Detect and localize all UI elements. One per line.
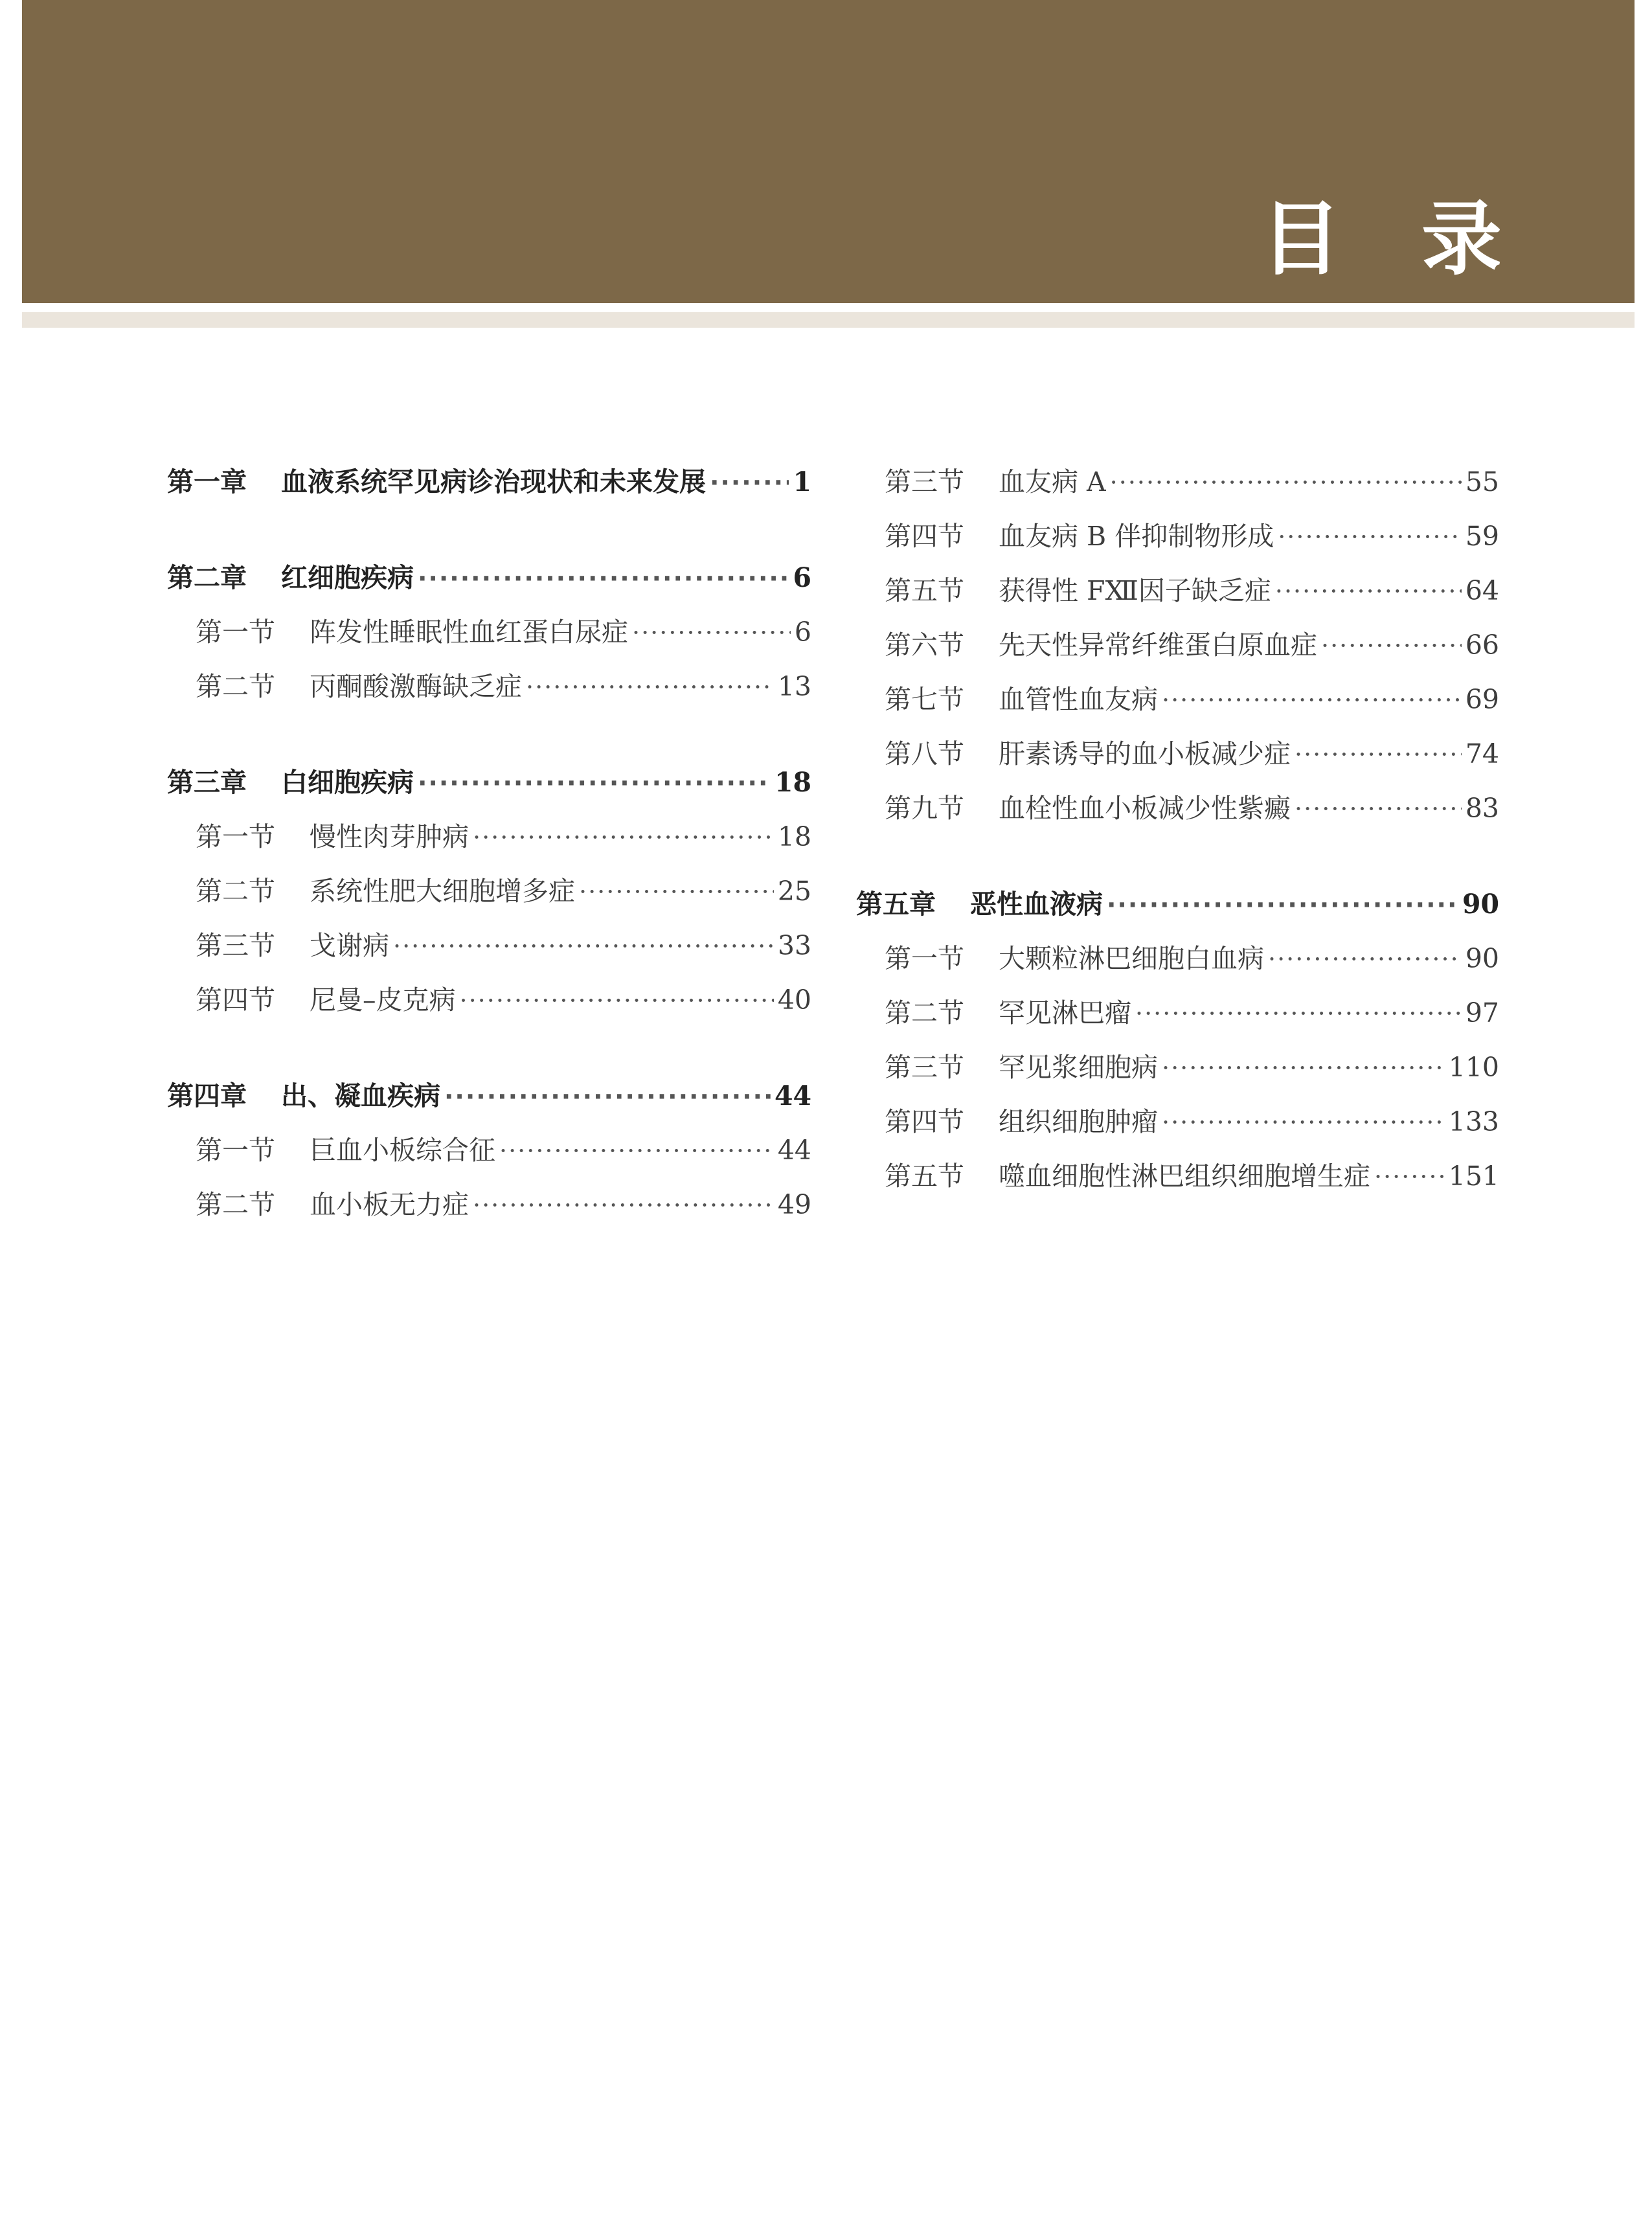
entry-number: 第四节 <box>196 984 275 1016</box>
toc-chapter-entry[interactable] <box>167 755 811 810</box>
entry-number: 第三节 <box>196 930 275 961</box>
dot-leader <box>1278 510 1462 564</box>
entry-title: 罕见浆细胞病 <box>999 1052 1158 1083</box>
entry-page-number: 69 <box>1465 684 1499 715</box>
entry-page-number: 110 <box>1448 1052 1499 1083</box>
entry-title: 组织细胞肿瘤 <box>999 1106 1158 1137</box>
toc-gap <box>167 509 811 551</box>
entry-title: 红细胞疾病 <box>281 562 414 593</box>
entry-title: 罕见淋巴瘤 <box>999 997 1131 1028</box>
entry-number: 第四节 <box>885 521 964 552</box>
entry-page-number: 74 <box>1465 738 1499 769</box>
entry-number: 第九节 <box>885 793 964 824</box>
dot-leader <box>473 1178 774 1232</box>
dot-leader <box>1295 782 1462 836</box>
toc-section-entry[interactable] <box>167 605 811 659</box>
toc-section-entry[interactable] <box>856 1040 1499 1095</box>
entry-number: 第六节 <box>885 630 964 661</box>
entry-page-number: 13 <box>777 671 811 702</box>
entry-title: 阵发性睡眠性血红蛋白尿症 <box>310 617 628 648</box>
entry-number: 第一节 <box>196 1135 275 1166</box>
entry-page-number: 18 <box>777 821 811 852</box>
toc-section-entry[interactable] <box>167 810 811 864</box>
dot-leader <box>1374 1150 1445 1204</box>
dot-leader <box>1162 1095 1445 1150</box>
entry-number: 第三节 <box>885 1052 964 1083</box>
entry-page-number: 1 <box>793 466 811 497</box>
entry-page-number: 6 <box>793 562 811 593</box>
dot-leader <box>1275 564 1462 619</box>
entry-page-number: 59 <box>1465 521 1499 552</box>
toc-chapter-entry[interactable] <box>167 455 811 509</box>
entry-number: 第二节 <box>196 876 275 907</box>
entry-number: 第三节 <box>885 466 964 497</box>
toc-section-entry[interactable] <box>167 659 811 714</box>
entry-page-number: 133 <box>1448 1106 1499 1137</box>
toc-gap <box>167 1027 811 1069</box>
entry-number: 第一节 <box>196 821 275 852</box>
entry-page-number: 55 <box>1465 466 1499 497</box>
entry-title: 肝素诱导的血小板减少症 <box>999 738 1291 769</box>
dot-leader <box>1295 727 1462 782</box>
entry-title: 戈谢病 <box>310 930 389 961</box>
entry-page-number: 66 <box>1465 630 1499 661</box>
toc-section-entry[interactable] <box>856 672 1499 727</box>
toc-chapter-entry[interactable] <box>856 877 1499 931</box>
entry-title: 丙酮酸激酶缺乏症 <box>310 671 522 702</box>
entry-number: 第二章 <box>167 562 247 593</box>
dot-leader <box>1135 986 1462 1041</box>
entry-page-number: 33 <box>777 930 811 961</box>
dot-leader <box>526 660 774 714</box>
entry-number: 第二节 <box>196 1189 275 1220</box>
entry-number: 第二节 <box>196 671 275 702</box>
entry-title: 系统性肥大细胞增多症 <box>310 876 575 907</box>
toc-chapter-entry[interactable] <box>167 1069 811 1123</box>
toc-left-column <box>167 455 811 1232</box>
entry-number: 第七节 <box>885 684 964 715</box>
toc-section-entry[interactable] <box>167 864 811 918</box>
dot-leader <box>444 1069 771 1124</box>
dot-leader <box>1162 673 1462 727</box>
toc-right-column <box>856 455 1499 1203</box>
entry-title: 获得性 FⅫ因子缺乏症 <box>999 575 1271 606</box>
entry-number: 第四节 <box>885 1106 964 1137</box>
entry-title: 尼曼–皮克病 <box>310 984 456 1016</box>
dot-leader <box>418 756 771 810</box>
entry-page-number: 44 <box>777 1135 811 1166</box>
entry-title: 白细胞疾病 <box>281 767 414 798</box>
entry-title: 血栓性血小板减少性紫癜 <box>999 793 1291 824</box>
toc-chapter-entry[interactable] <box>167 551 811 605</box>
toc-section-entry[interactable] <box>167 1123 811 1177</box>
entry-number: 第四章 <box>167 1080 247 1111</box>
toc-section-entry[interactable] <box>856 986 1499 1040</box>
dot-leader <box>1107 878 1458 932</box>
toc-section-entry[interactable] <box>856 455 1499 509</box>
entry-title: 血友病 B 伴抑制物形成 <box>999 521 1274 552</box>
dot-leader <box>393 919 774 973</box>
dot-leader <box>632 606 791 660</box>
entry-number: 第一节 <box>885 943 964 974</box>
entry-page-number: 90 <box>1462 889 1499 920</box>
entry-title: 血小板无力症 <box>310 1189 469 1220</box>
entry-title: 血液系统罕见病诊治现状和未来发展 <box>281 466 706 497</box>
dot-leader <box>1321 619 1462 673</box>
dot-leader <box>1110 455 1462 510</box>
entry-page-number: 40 <box>777 984 811 1016</box>
dot-leader <box>499 1124 774 1178</box>
entry-title: 血管性血友病 <box>999 684 1158 715</box>
entry-number: 第二节 <box>885 997 964 1028</box>
entry-number: 第三章 <box>167 767 247 798</box>
entry-title: 恶性血液病 <box>970 889 1103 920</box>
entry-title: 噬血细胞性淋巴组织细胞增生症 <box>999 1161 1370 1192</box>
entry-page-number: 6 <box>794 617 811 648</box>
toc-section-entry[interactable] <box>856 727 1499 781</box>
entry-number: 第五章 <box>856 889 936 920</box>
entry-title: 大颗粒淋巴细胞白血病 <box>999 943 1264 974</box>
entry-number: 第一节 <box>196 617 275 648</box>
entry-page-number: 90 <box>1465 943 1499 974</box>
entry-page-number: 49 <box>777 1189 811 1220</box>
page-title: 目 录 <box>1260 192 1502 286</box>
dot-leader <box>1162 1041 1445 1095</box>
header-stripe <box>22 312 1635 328</box>
dot-leader <box>460 973 774 1028</box>
toc-section-entry[interactable] <box>856 509 1499 563</box>
toc-section-entry[interactable] <box>167 973 811 1027</box>
toc-section-entry[interactable] <box>856 1095 1499 1149</box>
dot-leader <box>579 865 774 919</box>
dot-leader <box>1268 932 1462 986</box>
toc-gap <box>167 714 811 755</box>
dot-leader <box>710 455 789 510</box>
entry-title: 巨血小板综合征 <box>310 1135 495 1166</box>
entry-number: 第五节 <box>885 1161 964 1192</box>
entry-title: 血友病 A <box>999 466 1106 497</box>
toc-section-entry[interactable] <box>167 918 811 973</box>
entry-page-number: 25 <box>777 876 811 907</box>
toc-section-entry[interactable] <box>856 618 1499 672</box>
toc-section-entry[interactable] <box>856 781 1499 835</box>
toc-section-entry[interactable] <box>856 563 1499 618</box>
entry-page-number: 18 <box>774 767 811 798</box>
entry-page-number: 44 <box>774 1080 811 1111</box>
entry-number: 第八节 <box>885 738 964 769</box>
entry-page-number: 97 <box>1465 997 1499 1028</box>
entry-title: 慢性肉芽肿病 <box>310 821 469 852</box>
toc-section-entry[interactable] <box>856 1149 1499 1203</box>
dot-leader <box>473 810 774 865</box>
entry-title: 出、凝血疾病 <box>281 1080 440 1111</box>
entry-page-number: 151 <box>1448 1161 1499 1192</box>
entry-page-number: 83 <box>1465 793 1499 824</box>
entry-number: 第一章 <box>167 466 247 497</box>
entry-title: 先天性异常纤维蛋白原血症 <box>999 630 1317 661</box>
toc-gap <box>856 835 1499 877</box>
toc-section-entry[interactable] <box>167 1177 811 1232</box>
dot-leader <box>418 551 789 606</box>
entry-page-number: 64 <box>1465 575 1499 606</box>
toc-section-entry[interactable] <box>856 931 1499 986</box>
entry-number: 第五节 <box>885 575 964 606</box>
